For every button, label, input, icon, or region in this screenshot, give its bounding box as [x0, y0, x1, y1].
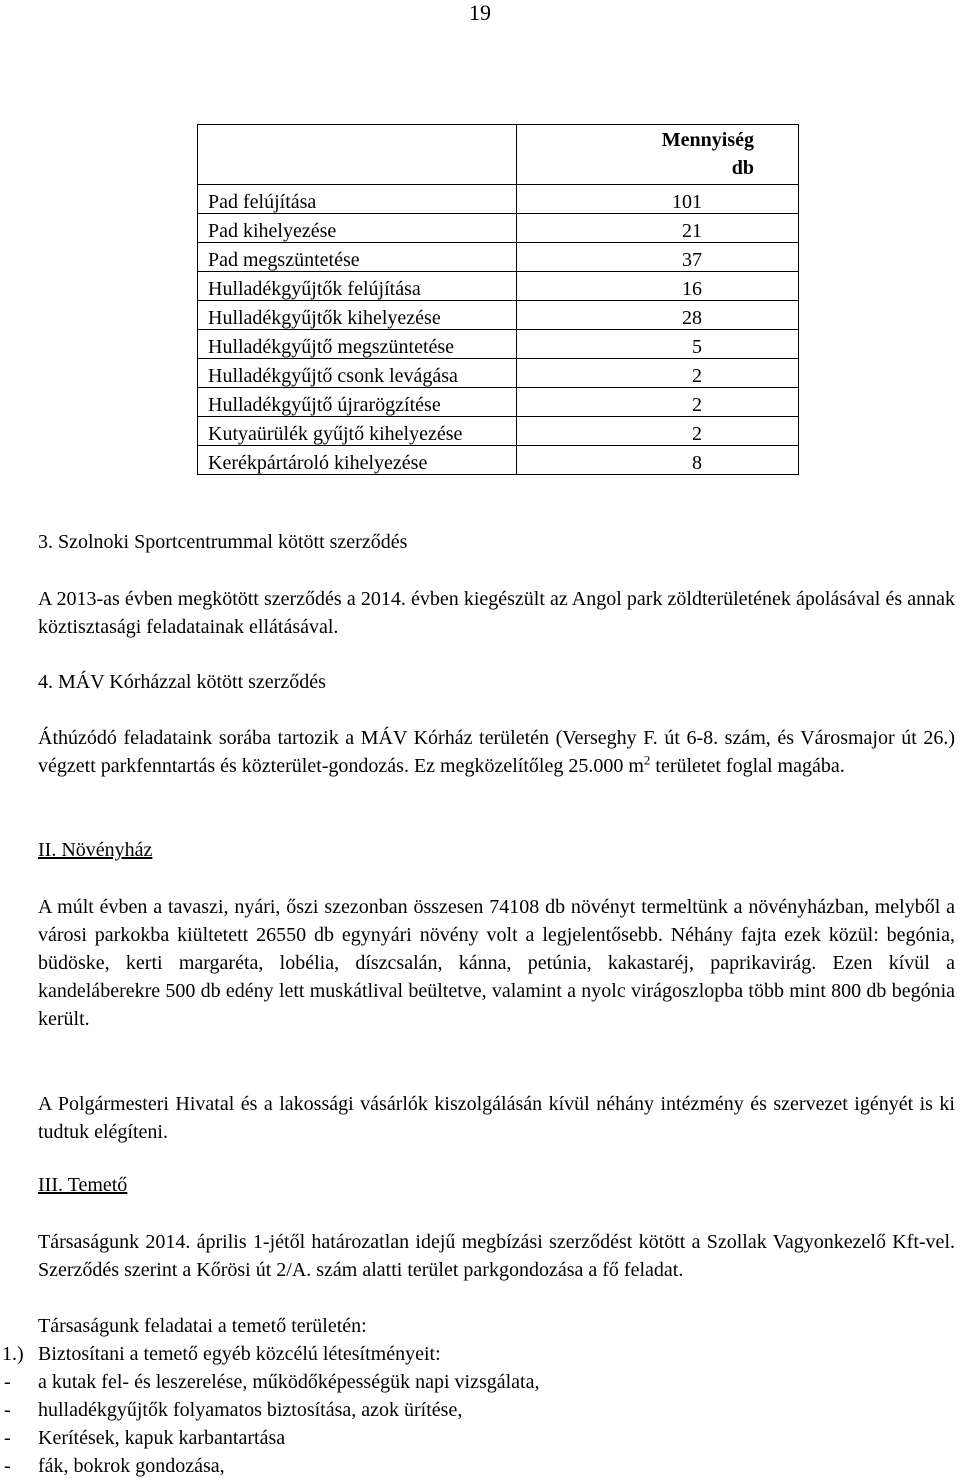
- section4-text: Áthúzódó feladataink sorába tartozik a MÁV Kórház területén (Verseghy F. út 6-8. szám, és Városmajor út 26.) végzett parkfenntartás és közterület-gondozás. Ez megközelítőleg 25.000 $m^2$ területet foglal magába.: [38, 727, 955, 777]
- section3-heading: 3. Szolnoki Sportcentrummal kötött szerződés: [38, 531, 408, 553]
- row-value: 37: [517, 243, 799, 272]
- list-item: hulladékgyűjtők folyamatos biztosítása, azok ürítése,: [38, 1399, 463, 1421]
- temeto-paragraph-2: Társaságunk feladatai a temető területén:: [38, 1315, 367, 1337]
- temeto-paragraph-1: Társaságunk 2014. április 1-jétől határozatlan idejű megbízási szerződést kötött a Szollak Vagyonkezelő Kft-vel. Szerződés szerint a Kőrösi út 2/A. szám alatti terület parkgondozása a fő feladat.: [38, 1231, 955, 1281]
- row-value: 2: [517, 417, 799, 446]
- row-label: Kutyaürülék gyűjtő kihelyezése: [198, 417, 517, 446]
- row-value: 28: [517, 301, 799, 330]
- list-title: Biztosítani a temető egyéb közcélú létesítményeit:: [38, 1343, 441, 1365]
- bullet: -: [4, 1399, 11, 1421]
- table-row: [198, 330, 799, 359]
- table-row: [198, 243, 799, 272]
- row-label: Kerékpártároló kihelyezése: [198, 446, 517, 475]
- temeto-heading: III. Temető: [38, 1174, 128, 1196]
- table-row: [198, 272, 799, 301]
- novenyhaz-heading: II. Növényház: [38, 839, 153, 861]
- table-row: [198, 359, 799, 388]
- row-value: 2: [517, 359, 799, 388]
- row-label: Hulladékgyűjtők felújítása: [198, 272, 517, 301]
- row-value: 16: [517, 272, 799, 301]
- table-header-row: [198, 125, 799, 185]
- table-row: [198, 446, 799, 475]
- table-row: [198, 214, 799, 243]
- list-item: fák, bokrok gondozása,: [38, 1455, 225, 1477]
- row-value: 101: [517, 185, 799, 214]
- row-label: Hulladékgyűjtő csonk levágása: [198, 359, 517, 388]
- row-value: 2: [517, 388, 799, 417]
- table-row: [198, 388, 799, 417]
- section3-text: A 2013-as évben megkötött szerződés a 2014. évben kiegészült az Angol park zöldterületének ápolásával és annak köztisztasági feladatainak ellátásával.: [38, 588, 955, 638]
- table-row: [198, 185, 799, 214]
- row-value: 8: [517, 446, 799, 475]
- bullet: -: [4, 1427, 11, 1449]
- list-number: 1.): [2, 1343, 24, 1365]
- quantity-table: [197, 124, 799, 475]
- page-number: 19: [469, 0, 491, 25]
- row-label: Hulladékgyűjtő megszüntetése: [198, 330, 517, 359]
- row-label: Hulladékgyűjtők kihelyezése: [198, 301, 517, 330]
- table-header-quantity: Mennyiség db: [517, 125, 799, 185]
- section4-heading: 4. MÁV Kórházzal kötött szerződés: [38, 671, 326, 693]
- list-item: a kutak fel- és leszerelése, működőképességük napi vizsgálata,: [38, 1371, 540, 1393]
- bullet: -: [4, 1455, 11, 1477]
- row-value: 21: [517, 214, 799, 243]
- row-label: Hulladékgyűjtő újrarögzítése: [198, 388, 517, 417]
- table-header-empty: [198, 125, 517, 185]
- bullet: -: [4, 1371, 11, 1393]
- row-label: Pad kihelyezése: [198, 214, 517, 243]
- novenyhaz-paragraph-1: A múlt évben a tavaszi, nyári, őszi szezonban összesen 74108 db növényt termeltünk a növényházban, melyből a városi parkokba kiültetett 26550 db egynyári növény volt a legjelentősebb. Néhány fajta ezek közül: begónia, büdöske, kerti margaréta, lobélia, díszcsalán, kánna, petúnia, kakastaréj, paprikavirág. Ezen kívül a kandeláberekre 500 db edény lett muskátlival beültetve, valamint a nyolc virágoszlopba több mint 800 db begónia került.: [38, 896, 955, 1030]
- row-label: Pad megszüntetése: [198, 243, 517, 272]
- table-row: [198, 417, 799, 446]
- list-item: Kerítések, kapuk karbantartása: [38, 1427, 286, 1449]
- row-value: 5: [517, 330, 799, 359]
- row-label: Pad felújítása: [198, 185, 517, 214]
- novenyhaz-paragraph-2: A Polgármesteri Hivatal és a lakossági vásárlók kiszolgálásán kívül néhány intézmény és szervezet igényét is ki tudtuk elégíteni.: [38, 1093, 955, 1143]
- table-row: [198, 301, 799, 330]
